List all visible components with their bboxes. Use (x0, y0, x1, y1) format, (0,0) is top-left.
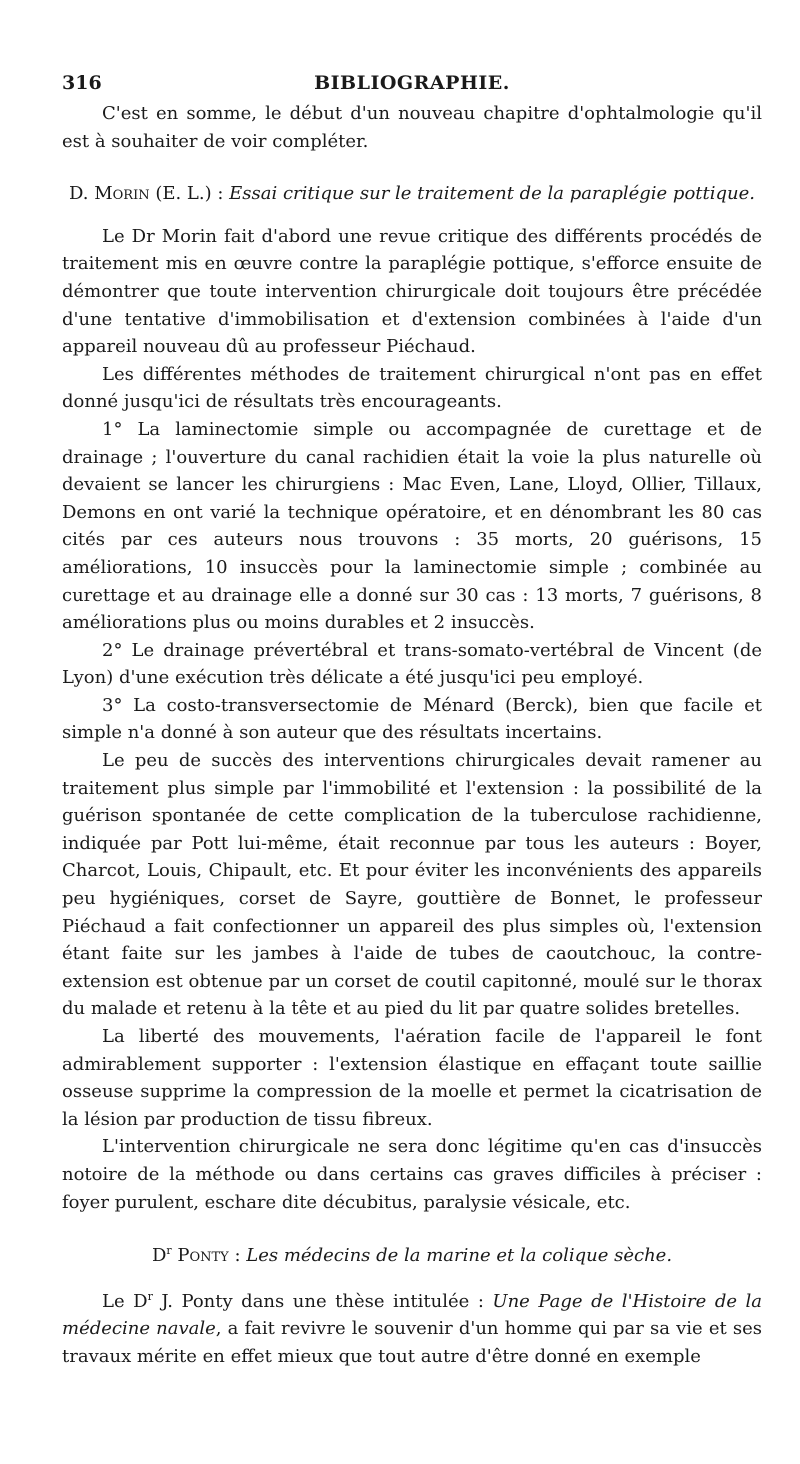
morin-entry-heading (62, 180, 762, 208)
morin-paragraph-5: 3° La costo-transversectomie de Ménard (Berck), bien que facile et simple n'a donné à son auteur que des résultats incertains. (62, 694, 762, 744)
morin-paragraph-4: 2° Le drainage prévertébral et trans-somato-vertébral de Vincent (de Lyon) d'une exécution très délicate a été jusqu'ici peu employé. (62, 639, 762, 689)
thesis-title: Une Page de l'Histoire de la médecine navale (62, 1290, 763, 1340)
doctor-abbrev-sup: r (166, 1244, 172, 1258)
running-header (62, 72, 762, 100)
text-segment: J. Ponty dans une thèse intitulée : (152, 1290, 493, 1312)
author-initial: D. (68, 183, 95, 205)
doctor-abbrev: D (151, 1245, 167, 1267)
author-suffix: (E. L.) : (149, 183, 230, 205)
separator: : (228, 1245, 247, 1267)
author-name: Ponty (171, 1245, 229, 1267)
morin-paragraph-7: La liberté des mouvements, l'aération facile de l'appareil le font admirablement supporter : l'extension élastique en effaçant toute saillie osseuse supprime la compression de la moelle et permet la cicatrisation de la lésion par production de tissu fibreux. (62, 1026, 762, 1130)
text-segment: , a fait revivre le souvenir d'un homme qui par sa vie et ses travaux mérite en effet mieux que tout autre d'être donné en exemple (62, 1318, 762, 1367)
ponty-entry-heading (62, 1242, 762, 1270)
text-lead: Le D (102, 1290, 148, 1312)
morin-paragraph-3: 1° La laminectomie simple ou accompagnée de curettage et de drainage ; l'ouverture du canal rachidien était la voie la plus naturelle où devaient se lancer les chirurgiens : Mac Even, Lane, Lloyd, Ollier, Tillaux, Demons en ont varié la technique opératoire, et en dénombrant les 80 cas cités par ces auteurs nous trouvons : 35 morts, 20 guérisons, 15 améliorations, 10 insuccès pour la laminectomie simple ; combinée au curettage et au drainage elle a donné sur 30 cas : 13 morts, 7 guérisons, 8 améliorations plus ou moins durables et 2 insuccès. (62, 418, 762, 634)
page-number: 316 (62, 72, 102, 94)
morin-paragraph-8: L'intervention chirurgicale ne sera donc légitime qu'en cas d'insuccès notoire de la méthode ou dans certains cas graves difficiles à préciser : foyer purulent, eschare dite décubitus, paralysie vésicale, etc. (62, 1136, 762, 1213)
work-title: Les médecins de la marine et la colique sèche. (246, 1245, 673, 1267)
body-text (62, 100, 762, 1371)
author-name: Morin (94, 183, 150, 205)
intro-paragraph: C'est en somme, le début d'un nouveau chapitre d'ophtalmologie qu'il est à souhaiter de voir compléter. (62, 103, 762, 152)
running-title: BIBLIOGRAPHIE. (314, 72, 510, 94)
work-title: Essai critique sur le traitement de la paraplégie pottique. (229, 183, 756, 205)
morin-paragraph-1: Le Dr Morin fait d'abord une revue critique des différents procédés de traitement mis en œuvre contre la paraplégie pottique, s'efforce ensuite de démontrer que toute intervention chirurgicale doit toujours être précédée d'une tentative d'immobilisation et d'extension combinées à l'aide d'un appareil nouveau dû au professeur Piéchaud. (62, 225, 762, 358)
morin-paragraph-6: Le peu de succès des interventions chirurgicales devait ramener au traitement plus simple par l'immobilité et l'extension : la possibilité de la guérison spontanée de cette complication de la tuberculose rachidienne, indiquée par Pott lui-même, était reconnue par tous les auteurs : Boyer, Charcot, Louis, Chipault, etc. Et pour éviter les inconvénients des appareils peu hygiéniques, corset de Sayre, gouttière de Bonnet, le professeur Piéchaud a fait confectionner un appareil des plus simples où, l'extension étant faite sur les jambes à l'aide de tubes de caoutchouc, la contre-extension est obtenue par un corset de coutil capitonné, moulé sur le thorax du malade et retenu à la tête et au pied du lit par quatre solides bretelles. (62, 750, 762, 1020)
ponty-paragraph (62, 1288, 762, 1371)
morin-paragraph-2: Les différentes méthodes de traitement chirurgical n'ont pas en effet donné jusqu'ici de résultats très encourageants. (62, 363, 762, 413)
doctor-abbrev-sup: r (147, 1289, 153, 1303)
